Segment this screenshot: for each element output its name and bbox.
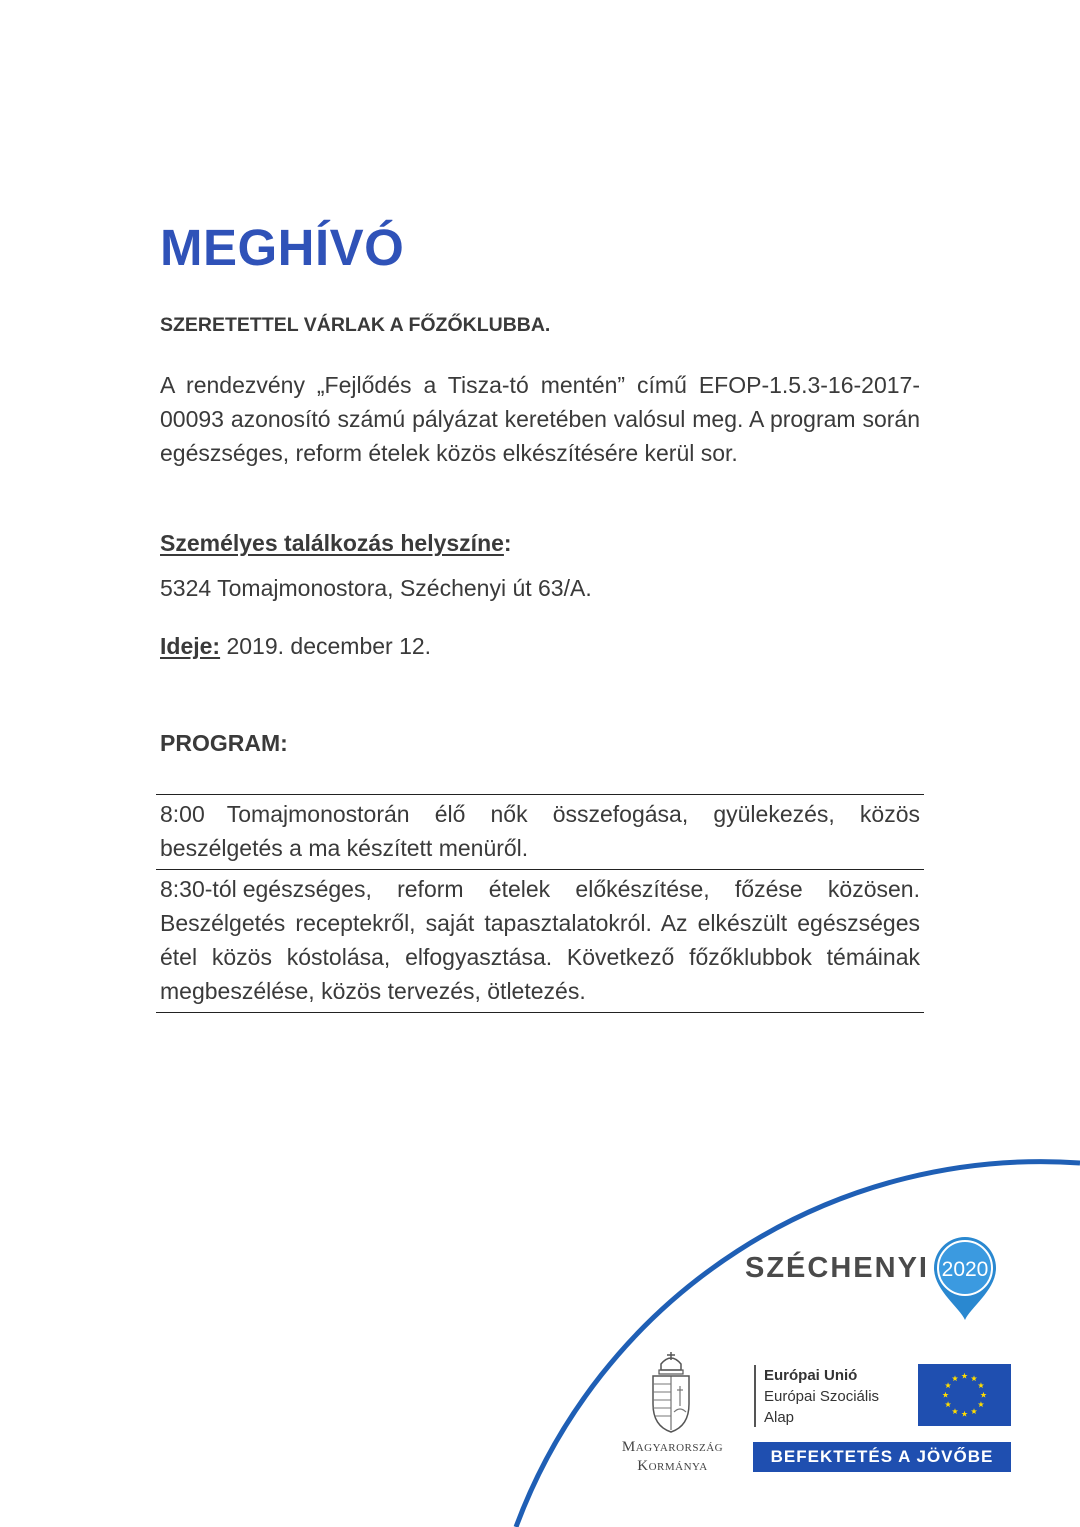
date-value: 2019. december 12. bbox=[226, 633, 432, 659]
eu-divider bbox=[754, 1365, 756, 1427]
government-name-line2: Kormánya bbox=[637, 1458, 708, 1474]
location-colon: : bbox=[503, 530, 512, 556]
location-label: Személyes találkozás helyszíne bbox=[160, 530, 504, 556]
hungarian-coat-of-arms-icon bbox=[647, 1350, 695, 1434]
program-description: Tomajmonostorán élő nők összefogása, gyülekezés, közös beszélgetés a ma készített menüről. bbox=[160, 801, 920, 861]
szechenyi-pin-icon bbox=[930, 1236, 1000, 1322]
invest-in-future-banner: BEFEKTETÉS A JÖVŐBE bbox=[753, 1442, 1011, 1472]
date-label: Ideje: bbox=[160, 633, 221, 659]
page-title: MEGHÍVÓ bbox=[160, 219, 405, 276]
program-heading: PROGRAM: bbox=[160, 730, 288, 756]
szechenyi-year: 2020 bbox=[941, 1258, 989, 1281]
program-description: egészséges, reform ételek előkészítése, főzése közösen. Beszélgetés receptekről, saját tapasztalatokról. Az elkészült egészséges étel közös kóstolása, elfogyasztása. Következő főzőklubbok témáinak megbeszélése, közös tervezés, ötletezés. bbox=[160, 876, 920, 1004]
location-address: 5324 Tomajmonostora, Széchenyi út 63/A. bbox=[160, 575, 592, 601]
eu-flag-icon bbox=[918, 1364, 1011, 1426]
eu-fund-text bbox=[764, 1365, 879, 1428]
government-name-line1: Magyarország bbox=[621, 1439, 724, 1455]
eu-line-1: Európai Unió bbox=[764, 1367, 858, 1384]
invitation-subtitle: SZERETETTEL VÁRLAK A FŐZŐKLUBBA. bbox=[160, 314, 551, 336]
government-name bbox=[600, 1438, 745, 1476]
eu-line-2: Európai Szociális bbox=[764, 1388, 880, 1405]
intro-paragraph: A rendezvény „Fejlődés a Tisza-tó mentén” című EFOP-1.5.3-16-2017-00093 azonosító számú pályázat keretében valósul meg. A program során egészséges, reform ételek közös elkészítésére kerül sor. bbox=[160, 372, 920, 466]
program-time: 8:30-tól bbox=[160, 876, 237, 902]
szechenyi-wordmark: SZÉCHENYI bbox=[745, 1252, 929, 1284]
program-time: 8:00 bbox=[160, 801, 205, 827]
eu-line-3: Alap bbox=[764, 1409, 795, 1426]
